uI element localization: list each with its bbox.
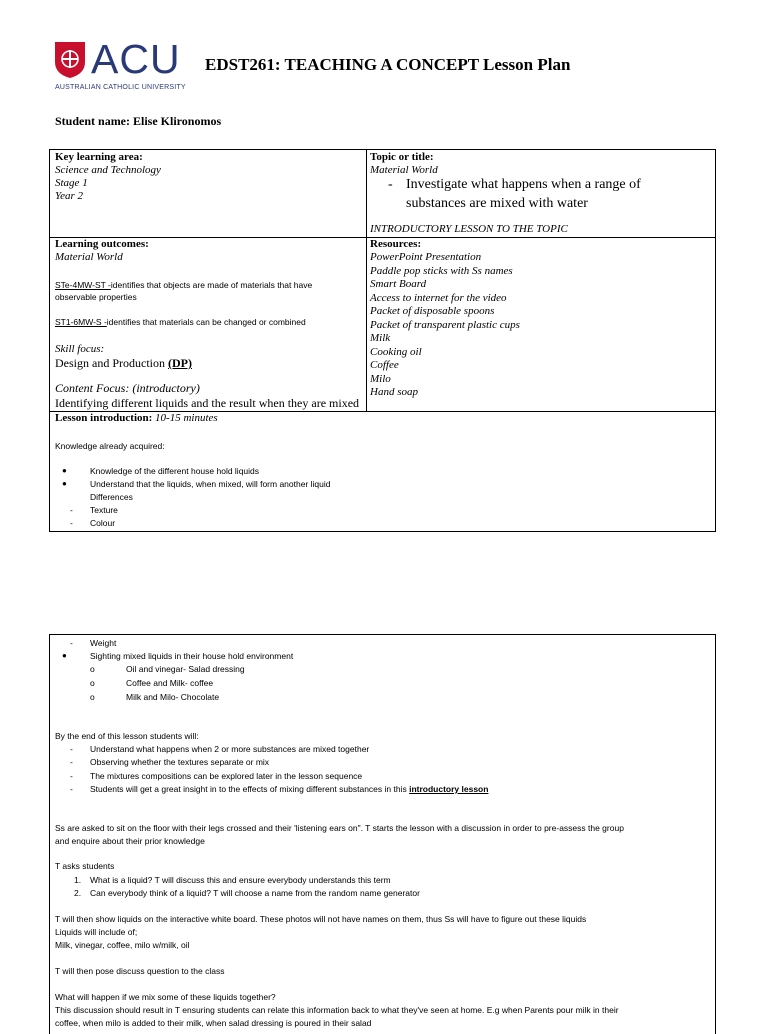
example-item: Coffee and Milk- coffee: [126, 678, 214, 688]
paragraph-line: Milk, vinegar, coffee, milo w/milk, oil: [55, 940, 190, 950]
dash-bullet: -: [70, 505, 73, 515]
paragraph-line: T will then pose discuss question to the class: [55, 966, 225, 976]
sighting-item: Sighting mixed liquids in their house hold environment: [90, 651, 294, 661]
paragraph-line: This discussion should result in T ensuring students can relate this information back to what they've seen at home. E.g when Parents pour milk in their: [55, 1005, 619, 1015]
intro-time: 10-15 minutes: [152, 412, 218, 424]
document-title: EDST261: TEACHING A CONCEPT Lesson Plan: [205, 55, 571, 74]
outcome-item: The mixtures compositions can be explored later in the lesson sequence: [90, 771, 363, 781]
dash-bullet: -: [70, 638, 73, 648]
asks-label: T asks students: [55, 861, 115, 871]
paragraph-line: coffee, when milo is added to their milk, when salad dressing is poured in their salad: [55, 1018, 372, 1028]
outcome-code: ST1-6MW-S -: [55, 317, 107, 327]
circle-bullet: o: [90, 678, 95, 688]
paragraph-line: What will happen if we mix some of these liquids together?: [55, 992, 276, 1002]
bullet: ●: [62, 466, 67, 475]
difference-item: Texture: [90, 505, 118, 515]
number-marker: 2.: [74, 888, 82, 898]
resource-item: Milk: [370, 332, 391, 344]
outcome-text: Students will get a great insight in to the effects of mixing different substances in this: [90, 784, 410, 794]
skill-focus-abbr: (DP): [168, 356, 192, 370]
outcome-item: Understand what happens when 2 or more substances are mixed together: [90, 744, 370, 754]
bullet: ●: [62, 651, 67, 660]
outcome-1: [55, 280, 312, 291]
skill-focus-text: Design and Production: [55, 356, 168, 370]
outcome-text: identifies that materials can be changed or combined: [106, 317, 306, 327]
resource-item: Smart Board: [370, 278, 427, 290]
dash-bullet: -: [70, 771, 73, 781]
content-focus-label: Content Focus: (introductory): [55, 381, 200, 395]
resources-heading: Resources:: [370, 238, 422, 250]
student-name: Student name: Elise Klironomos: [55, 114, 222, 128]
kla-line: Science and Technology: [55, 164, 161, 176]
knowledge-bullet: Knowledge of the different house hold liquids: [90, 466, 260, 476]
resource-item: Coffee: [370, 359, 399, 371]
circle-bullet: o: [90, 692, 95, 702]
knowledge-bullet: Understand that the liquids, when mixed, will form another liquid: [90, 479, 331, 489]
dash-bullet: -: [70, 757, 73, 767]
dash-bullet: -: [70, 744, 73, 754]
lesson-continuation-table: [49, 634, 716, 1034]
difference-item: Colour: [90, 518, 116, 528]
acu-logo: [55, 36, 190, 95]
outcomes-subject: Material World: [55, 251, 123, 263]
paragraph-line: Ss are asked to sit on the floor with their legs crossed and their 'listening ears on". T starts the lesson with a discussion in order to pre-assess the group: [55, 823, 624, 833]
outcomes-heading: Learning outcomes:: [55, 238, 149, 250]
topic-intro: INTRODUCTORY LESSON TO THE TOPIC: [370, 223, 568, 235]
logo-text: ACU: [91, 36, 181, 82]
outcome-item: Observing whether the textures separate or mix: [90, 757, 270, 767]
circle-bullet: o: [90, 664, 95, 674]
resource-item: PowerPoint Presentation: [370, 251, 482, 263]
question-item: Can everybody think of a liquid? T will choose a name from the random name generator: [90, 888, 420, 898]
topic-bullet-line: substances are mixed with water: [406, 196, 588, 211]
outcome-code: STe-4MW-ST -: [55, 280, 111, 290]
by-end-label: By the end of this lesson students will:: [55, 731, 199, 741]
outcome-2: [55, 317, 306, 328]
skill-focus-label: Skill focus:: [55, 343, 105, 355]
differences-label: Differences: [90, 492, 133, 502]
paragraph-line: T will then show liquids on the interactive white board. These photos will not have names on them, thus Ss will have to figure out these liquids: [55, 914, 587, 924]
knowledge-label: Knowledge already acquired:: [55, 441, 165, 451]
introductory-lesson-text: introductory lesson: [409, 784, 489, 794]
resource-item: Cooking oil: [370, 345, 422, 358]
logo-subtitle: AUSTRALIAN CATHOLIC UNIVERSITY: [55, 84, 186, 91]
intro-heading-row: [55, 412, 218, 424]
dash-bullet: -: [388, 177, 393, 192]
dash-bullet: -: [70, 518, 73, 528]
topic-subject: Material World: [370, 164, 438, 176]
resource-item: Packet of disposable spoons: [370, 305, 495, 317]
resource-item: Paddle pop sticks with Ss names: [370, 264, 513, 277]
kla-heading: Key learning area:: [55, 151, 143, 163]
outcome-text: identifies that objects are made of materials that have: [110, 280, 313, 290]
paragraph-line: Liquids will include of;: [55, 927, 138, 937]
shield-icon: [55, 42, 85, 78]
question-item: What is a liquid? T will discuss this and ensure everybody understands this term: [90, 875, 391, 885]
outcome-1-cont: observable properties: [55, 292, 137, 302]
example-item: Oil and vinegar- Salad dressing: [126, 664, 245, 674]
resource-item: Packet of transparent plastic cups: [370, 318, 520, 331]
skill-focus: [55, 356, 192, 371]
number-marker: 1.: [74, 875, 82, 885]
resource-item: Hand soap: [370, 386, 418, 398]
kla-line: Stage 1: [55, 177, 88, 189]
paragraph-line: and enquire about their prior knowledge: [55, 836, 205, 846]
topic-bullet-line: Investigate what happens when a range of: [406, 177, 641, 192]
intro-heading: Lesson introduction:: [55, 412, 153, 424]
weight-item: Weight: [90, 638, 117, 648]
outcome-item: [90, 784, 488, 795]
topic-heading: Topic or title:: [370, 151, 434, 163]
resource-item: Milo: [370, 372, 391, 385]
lesson-plan-table: [49, 149, 716, 532]
kla-line: Year 2: [55, 190, 84, 202]
resource-item: Access to internet for the video: [370, 291, 507, 304]
example-item: Milk and Milo- Chocolate: [126, 692, 220, 702]
content-focus-text: Identifying different liquids and the result when they are mixed: [55, 396, 360, 410]
dash-bullet: -: [70, 784, 73, 794]
bullet: ●: [62, 479, 67, 488]
